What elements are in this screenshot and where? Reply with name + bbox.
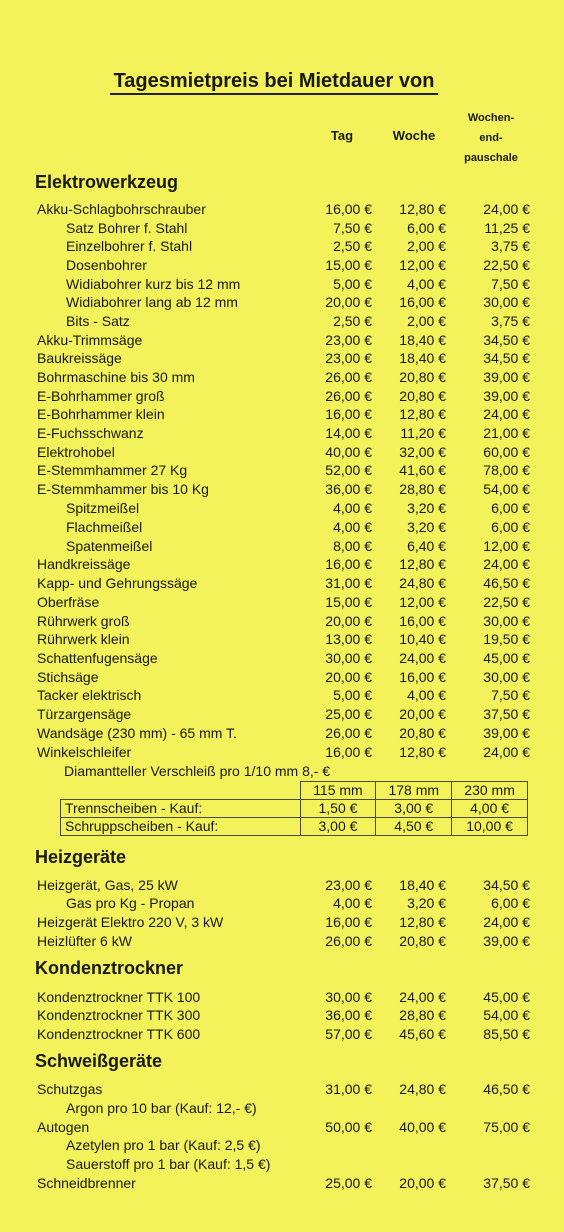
price-row xyxy=(0,312,564,331)
price-woche: 12,00 € xyxy=(399,257,446,273)
price-row xyxy=(0,405,564,424)
disc-size: 230 mm xyxy=(452,782,528,800)
price-tag: 16,00 € xyxy=(325,556,372,572)
price-wochenende: 75,00 € xyxy=(483,1119,530,1135)
price-row xyxy=(0,705,564,724)
col-header-line: pauschale xyxy=(464,152,518,164)
price-tag: 31,00 € xyxy=(325,575,372,591)
price-tag: 26,00 € xyxy=(325,369,372,385)
price-tag: 16,00 € xyxy=(325,744,372,760)
price-row xyxy=(0,443,564,462)
item-label: Kondenztrockner TTK 600 xyxy=(37,1026,201,1042)
disc-empty-cell xyxy=(61,782,301,800)
price-wochenende: 45,00 € xyxy=(483,989,530,1005)
disc-label: Trennscheiben - Kauf: xyxy=(61,800,301,818)
col-header-wochenende xyxy=(458,108,524,168)
price-row xyxy=(0,668,564,687)
price-row xyxy=(0,499,564,518)
item-label: Kondenztrockner TTK 100 xyxy=(37,989,201,1005)
item-label: Gas pro Kg - Propan xyxy=(66,895,195,911)
col-header-line: Wochen- xyxy=(467,112,515,124)
price-row xyxy=(0,387,564,406)
disc-value: 4,50 € xyxy=(376,818,452,836)
disc-value: 10,00 € xyxy=(452,818,528,836)
price-wochenende: 85,50 € xyxy=(483,1026,530,1042)
price-row xyxy=(0,200,564,219)
price-tag: 16,00 € xyxy=(325,914,372,930)
price-wochenende: 54,00 € xyxy=(483,1007,530,1023)
price-wochenende: 39,00 € xyxy=(483,369,530,385)
price-row xyxy=(0,574,564,593)
item-label: Akku-Schlagbohrschrauber xyxy=(37,201,206,217)
disc-value: 1,50 € xyxy=(300,800,376,818)
price-wochenende: 24,00 € xyxy=(483,556,530,572)
price-woche: 12,00 € xyxy=(399,594,446,610)
item-label: Bits - Satz xyxy=(66,313,130,329)
item-label: Rührwerk groß xyxy=(37,613,130,629)
item-label: Argon pro 10 bar (Kauf: 12,- €) xyxy=(66,1100,257,1116)
item-label: Kapp- und Gehrungssäge xyxy=(37,575,198,591)
title-text: Tagesmietpreis bei Mietdauer von xyxy=(110,70,439,95)
price-tag: 5,00 € xyxy=(333,687,372,703)
price-wochenende: 22,50 € xyxy=(483,257,530,273)
price-tag: 36,00 € xyxy=(325,1007,372,1023)
price-tag: 36,00 € xyxy=(325,481,372,497)
price-woche: 3,20 € xyxy=(407,519,446,535)
price-wochenende: 46,50 € xyxy=(483,575,530,591)
item-label: Elektrohobel xyxy=(37,444,115,460)
disc-value: 4,00 € xyxy=(452,800,528,818)
price-woche: 4,00 € xyxy=(407,687,446,703)
price-row xyxy=(0,913,564,932)
disc-label: Schruppscheiben - Kauf: xyxy=(61,818,301,836)
price-tag: 30,00 € xyxy=(325,650,372,666)
price-woche: 16,00 € xyxy=(399,613,446,629)
price-row xyxy=(0,256,564,275)
item-label: E-Fuchsschwanz xyxy=(37,425,144,441)
price-row xyxy=(0,630,564,649)
price-tag: 4,00 € xyxy=(333,895,372,911)
price-woche: 12,80 € xyxy=(399,406,446,422)
price-woche: 3,20 € xyxy=(407,500,446,516)
item-label: Heizgerät Elektro 220 V, 3 kW xyxy=(37,914,224,930)
price-wochenende: 45,00 € xyxy=(483,650,530,666)
item-label: Spitzmeißel xyxy=(66,500,140,516)
diamant-note-text: Diamantteller Verschleiß pro 1/10 mm 8,- € xyxy=(64,763,331,779)
disc-table xyxy=(60,781,528,837)
item-label: Azetylen pro 1 bar (Kauf: 2,5 €) xyxy=(66,1137,261,1153)
col-header-line: end- xyxy=(479,132,503,144)
item-label: Baukreissäge xyxy=(37,350,122,366)
item-label: Autogen xyxy=(37,1119,90,1135)
price-woche: 12,80 € xyxy=(399,556,446,572)
price-woche: 3,20 € xyxy=(407,895,446,911)
price-tag: 5,00 € xyxy=(333,276,372,292)
price-row xyxy=(0,537,564,556)
price-woche: 41,60 € xyxy=(399,462,446,478)
price-tag: 26,00 € xyxy=(325,933,372,949)
disc-size: 115 mm xyxy=(300,782,376,800)
price-row xyxy=(0,275,564,294)
item-label: Bohrmaschine bis 30 mm xyxy=(37,369,195,385)
price-woche: 12,80 € xyxy=(399,201,446,217)
price-wochenende: 22,50 € xyxy=(483,594,530,610)
item-label: Türzargensäge xyxy=(37,706,132,722)
price-row xyxy=(0,555,564,574)
price-wochenende: 3,75 € xyxy=(491,238,530,254)
price-row xyxy=(0,331,564,350)
price-tag: 2,50 € xyxy=(333,238,372,254)
price-row xyxy=(0,349,564,368)
price-woche: 32,00 € xyxy=(399,444,446,460)
price-row xyxy=(0,219,564,238)
page-title xyxy=(0,70,556,93)
item-label: Dosenbohrer xyxy=(66,257,147,273)
price-woche: 16,00 € xyxy=(399,669,446,685)
price-woche: 2,00 € xyxy=(407,313,446,329)
price-row xyxy=(0,1006,564,1025)
price-row xyxy=(0,649,564,668)
price-woche: 18,40 € xyxy=(399,350,446,366)
price-tag: 40,00 € xyxy=(325,444,372,460)
price-row xyxy=(0,612,564,631)
price-wochenende: 54,00 € xyxy=(483,481,530,497)
disc-row-schrupp xyxy=(61,818,528,836)
price-woche: 28,80 € xyxy=(399,481,446,497)
price-woche: 10,40 € xyxy=(399,631,446,647)
price-woche: 40,00 € xyxy=(399,1119,446,1135)
item-label: Schutzgas xyxy=(37,1081,103,1097)
price-row xyxy=(0,1080,564,1099)
price-wochenende: 3,75 € xyxy=(491,313,530,329)
price-row xyxy=(0,743,564,762)
price-wochenende: 30,00 € xyxy=(483,669,530,685)
price-tag: 20,00 € xyxy=(325,669,372,685)
price-woche: 6,00 € xyxy=(407,220,446,236)
item-label: Tacker elektrisch xyxy=(37,687,142,703)
price-woche: 20,80 € xyxy=(399,933,446,949)
price-wochenende: 11,25 € xyxy=(484,220,530,236)
price-wochenende: 34,50 € xyxy=(483,332,530,348)
item-label: Heizlüfter 6 kW xyxy=(37,933,132,949)
price-row xyxy=(0,237,564,256)
price-wochenende: 34,50 € xyxy=(483,877,530,893)
price-woche: 18,40 € xyxy=(399,332,446,348)
disc-size-row xyxy=(61,782,528,800)
price-wochenende: 6,00 € xyxy=(491,500,530,516)
price-tag: 30,00 € xyxy=(325,989,372,1005)
price-wochenende: 24,00 € xyxy=(483,744,530,760)
price-woche: 12,80 € xyxy=(399,744,446,760)
price-woche: 4,00 € xyxy=(407,276,446,292)
item-label: Rührwerk klein xyxy=(37,631,130,647)
price-tag: 15,00 € xyxy=(325,594,372,610)
item-label: Kondenztrockner TTK 300 xyxy=(37,1007,201,1023)
price-woche: 24,00 € xyxy=(399,989,446,1005)
item-label: Satz Bohrer f. Stahl xyxy=(66,220,188,236)
item-label: Einzelbohrer f. Stahl xyxy=(66,238,193,254)
price-tag: 15,00 € xyxy=(325,257,372,273)
item-label: Oberfräse xyxy=(37,594,100,610)
price-wochenende: 37,50 € xyxy=(483,706,530,722)
item-label: Widiabohrer lang ab 12 mm xyxy=(66,294,238,310)
price-woche: 11,20 € xyxy=(400,425,446,441)
price-tag: 50,00 € xyxy=(325,1119,372,1135)
price-wochenende: 39,00 € xyxy=(483,725,530,741)
price-woche: 45,60 € xyxy=(399,1026,446,1042)
price-row xyxy=(0,461,564,480)
disc-value: 3,00 € xyxy=(376,800,452,818)
price-tag: 16,00 € xyxy=(325,406,372,422)
price-tag: 20,00 € xyxy=(325,294,372,310)
item-label: E-Bohrhammer groß xyxy=(37,388,165,404)
price-row xyxy=(0,424,564,443)
price-wochenende: 24,00 € xyxy=(483,201,530,217)
price-row xyxy=(0,1099,564,1118)
price-row xyxy=(0,686,564,705)
price-wochenende: 34,50 € xyxy=(483,350,530,366)
item-label: Flachmeißel xyxy=(66,519,143,535)
price-wochenende: 39,00 € xyxy=(483,933,530,949)
price-woche: 24,00 € xyxy=(399,650,446,666)
price-tag: 23,00 € xyxy=(325,350,372,366)
price-wochenende: 21,00 € xyxy=(483,425,530,441)
price-tag: 2,50 € xyxy=(333,313,372,329)
price-wochenende: 19,50 € xyxy=(483,631,530,647)
price-row xyxy=(0,932,564,951)
item-label: Stichsäge xyxy=(37,669,99,685)
price-row xyxy=(0,1155,564,1174)
price-wochenende: 78,00 € xyxy=(483,462,530,478)
price-wochenende: 37,50 € xyxy=(483,1175,530,1191)
section-title-heiz: Heizgeräte xyxy=(35,847,127,867)
price-tag: 4,00 € xyxy=(333,500,372,516)
price-woche: 28,80 € xyxy=(399,1007,446,1023)
item-label: Handkreissäge xyxy=(37,556,131,572)
price-woche: 2,00 € xyxy=(407,238,446,254)
item-label: Spatenmeißel xyxy=(66,538,153,554)
section-title-schweiss: Schweißgeräte xyxy=(35,1051,163,1071)
price-row xyxy=(0,518,564,537)
price-tag: 4,00 € xyxy=(333,519,372,535)
item-label: Wandsäge (230 mm) - 65 mm T. xyxy=(37,725,237,741)
price-row xyxy=(0,293,564,312)
item-label: Schattenfugensäge xyxy=(37,650,158,666)
price-row xyxy=(0,894,564,913)
col-header-woche: Woche xyxy=(392,128,436,143)
price-tag: 52,00 € xyxy=(325,462,372,478)
price-woche: 12,80 € xyxy=(399,914,446,930)
price-woche: 20,00 € xyxy=(399,1175,446,1191)
price-row xyxy=(0,368,564,387)
price-row xyxy=(0,988,564,1007)
price-row xyxy=(0,1174,564,1193)
price-row xyxy=(0,593,564,612)
price-wochenende: 7,50 € xyxy=(491,687,530,703)
price-woche: 18,40 € xyxy=(399,877,446,893)
item-label: Winkelschleifer xyxy=(37,744,132,760)
price-row xyxy=(0,1136,564,1155)
price-woche: 16,00 € xyxy=(399,294,446,310)
price-tag: 13,00 € xyxy=(325,631,372,647)
price-wochenende: 7,50 € xyxy=(491,276,530,292)
price-woche: 24,80 € xyxy=(399,1081,446,1097)
price-wochenende: 12,00 € xyxy=(483,538,530,554)
price-wochenende: 6,00 € xyxy=(491,895,530,911)
price-wochenende: 30,00 € xyxy=(483,294,530,310)
item-label: E-Bohrhammer klein xyxy=(37,406,165,422)
diamant-note xyxy=(0,762,564,781)
price-tag: 31,00 € xyxy=(325,1081,372,1097)
price-woche: 20,80 € xyxy=(399,388,446,404)
price-tag: 25,00 € xyxy=(325,1175,372,1191)
section-title-kond: Kondenztrockner xyxy=(35,958,184,978)
price-woche: 20,80 € xyxy=(399,725,446,741)
price-tag: 7,50 € xyxy=(333,220,372,236)
price-wochenende: 60,00 € xyxy=(483,444,530,460)
item-label: Sauerstoff pro 1 bar (Kauf: 1,5 €) xyxy=(66,1156,271,1172)
price-wochenende: 39,00 € xyxy=(483,388,530,404)
col-header-tag: Tag xyxy=(330,128,354,143)
price-row xyxy=(0,1118,564,1137)
item-label: Heizgerät, Gas, 25 kW xyxy=(37,877,178,893)
price-woche: 24,80 € xyxy=(399,575,446,591)
item-label: Schneidbrenner xyxy=(37,1175,136,1191)
price-tag: 26,00 € xyxy=(325,725,372,741)
price-tag: 26,00 € xyxy=(325,388,372,404)
price-row xyxy=(0,876,564,895)
item-label: E-Stemmhammer 27 Kg xyxy=(37,462,188,478)
disc-size: 178 mm xyxy=(376,782,452,800)
disc-row-trenn xyxy=(61,800,528,818)
price-tag: 23,00 € xyxy=(325,332,372,348)
price-tag: 16,00 € xyxy=(325,201,372,217)
price-row xyxy=(0,480,564,499)
price-wochenende: 46,50 € xyxy=(483,1081,530,1097)
price-wochenende: 6,00 € xyxy=(491,519,530,535)
price-tag: 20,00 € xyxy=(325,613,372,629)
section-title-elektro: Elektrowerkzeug xyxy=(35,172,179,192)
price-row xyxy=(0,1025,564,1044)
price-tag: 25,00 € xyxy=(325,706,372,722)
price-tag: 14,00 € xyxy=(325,425,372,441)
price-wochenende: 24,00 € xyxy=(483,406,530,422)
price-woche: 20,00 € xyxy=(399,706,446,722)
price-row xyxy=(0,724,564,743)
disc-value: 3,00 € xyxy=(300,818,376,836)
price-tag: 8,00 € xyxy=(333,538,372,554)
price-wochenende: 30,00 € xyxy=(483,613,530,629)
price-wochenende: 24,00 € xyxy=(483,914,530,930)
price-woche: 6,40 € xyxy=(407,538,446,554)
item-label: Akku-Trimmsäge xyxy=(37,332,143,348)
price-tag: 57,00 € xyxy=(325,1026,372,1042)
price-tag: 23,00 € xyxy=(325,877,372,893)
price-woche: 20,80 € xyxy=(399,369,446,385)
item-label: E-Stemmhammer bis 10 Kg xyxy=(37,481,209,497)
item-label: Widiabohrer kurz bis 12 mm xyxy=(66,276,241,292)
